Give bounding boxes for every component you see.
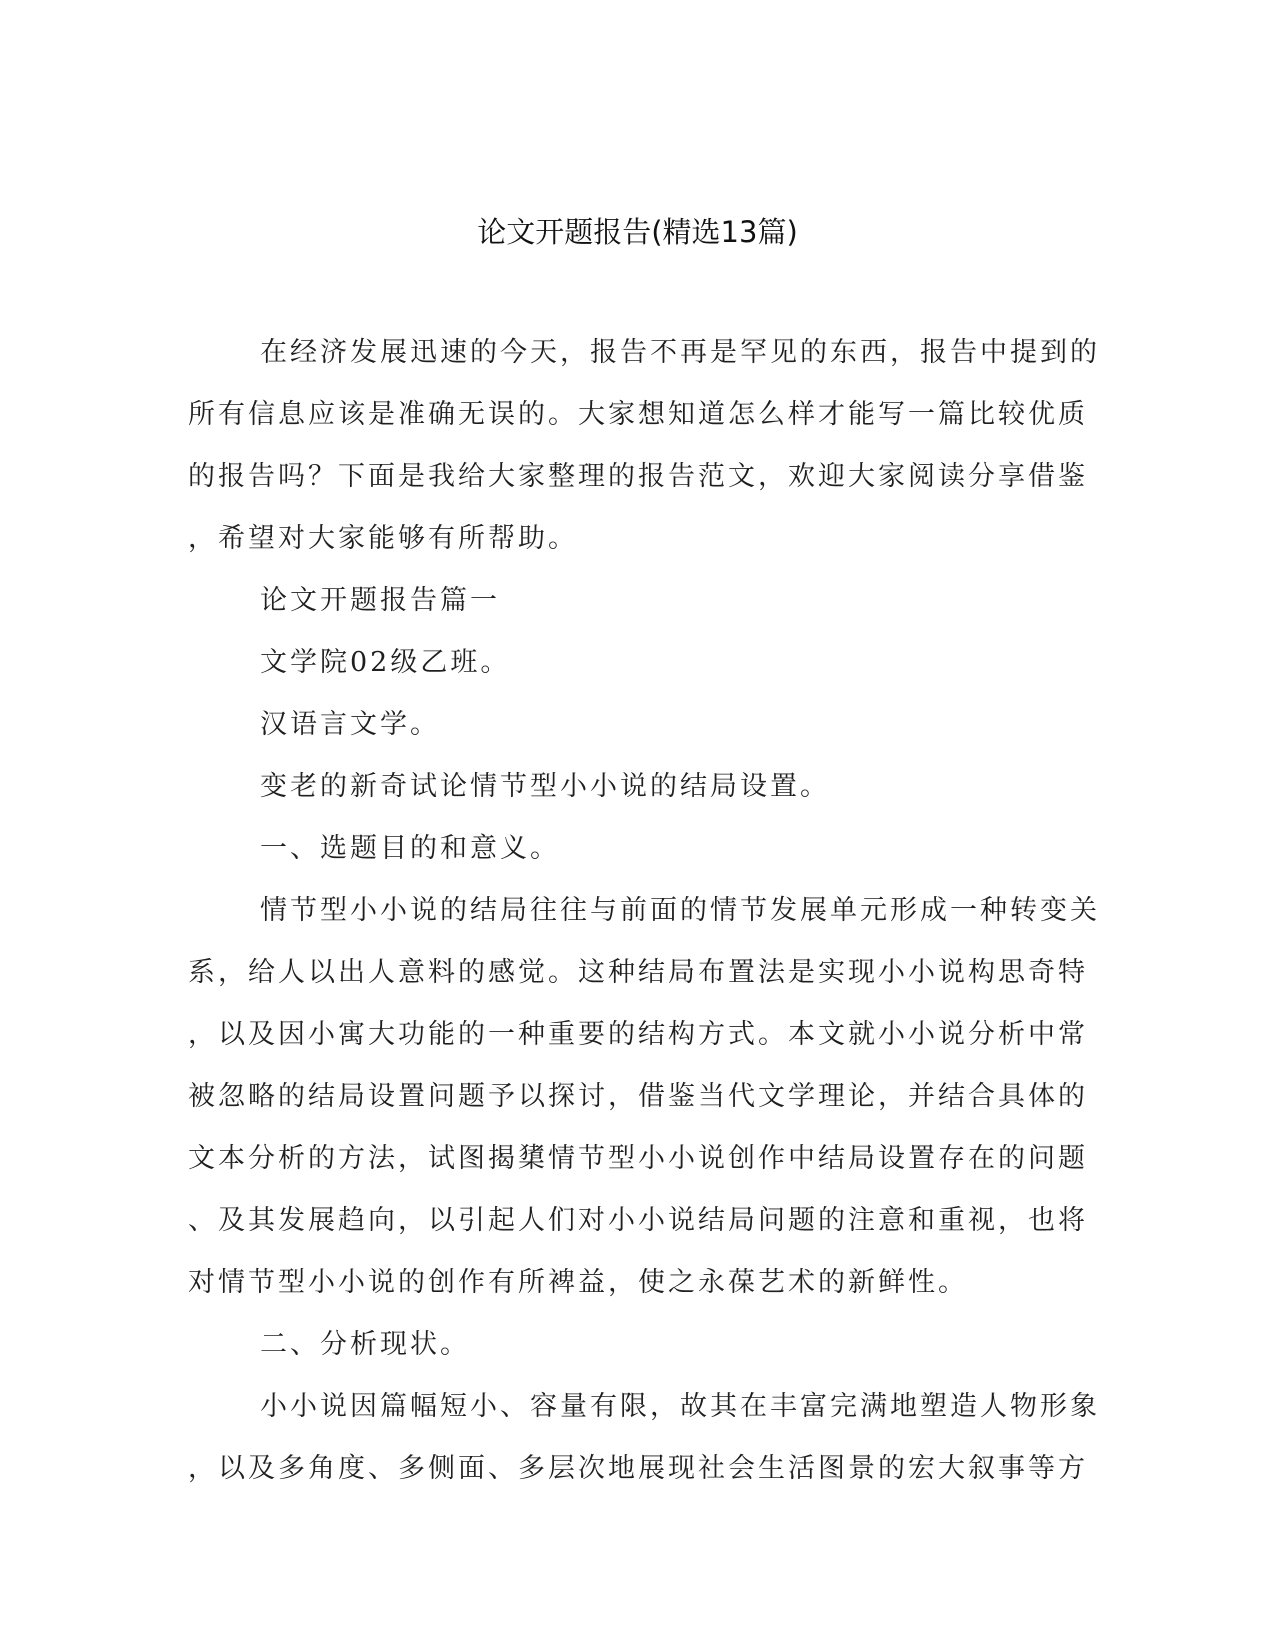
part2-paragraph [188,1376,1100,1500]
part1-paragraph [188,880,1100,1314]
document-body [188,322,1100,1500]
document-title: 论文开题报告(精选13篇) [477,215,798,249]
major: 汉语言文学。 [260,709,440,740]
intro-line: 所有信息应该是准确无误的。大家想知道怎么样才能写一篇比较优质 [188,399,1088,430]
section-heading: 论文开题报告篇一 [260,585,500,616]
thesis-title: 变老的新奇试论情节型小小说的结局设置。 [260,771,830,802]
part1-line: ，以及因小寓大功能的一种重要的结构方式。本文就小小说分析中常 [188,1019,1088,1050]
part2-line: 小小说因篇幅短小、容量有限，故其在丰富完满地塑造人物形象 [260,1391,1100,1422]
part1-line: 文本分析的方法，试图揭橥情节型小小说创作中结局设置存在的问题 [188,1143,1088,1174]
part2-heading: 二、分析现状。 [260,1329,470,1360]
intro-line: ，希望对大家能够有所帮助。 [188,523,578,554]
part1-line: 被忽略的结局设置问题予以探讨，借鉴当代文学理论，并结合具体的 [188,1081,1088,1112]
intro-line: 在经济发展迅速的今天，报告不再是罕见的东西，报告中提到的 [260,337,1100,368]
part2-line: ，以及多角度、多侧面、多层次地展现社会生活图景的宏大叙事等方 [188,1453,1088,1484]
part1-line: 系，给人以出人意料的感觉。这种结局布置法是实现小小说构思奇特 [188,957,1088,988]
part1-heading: 一、选题目的和意义。 [260,833,560,864]
intro-paragraph [188,322,1100,570]
class-info: 文学院02级乙班。 [260,647,511,678]
part1-line: 对情节型小小说的创作有所裨益，使之永葆艺术的新鲜性。 [188,1267,968,1298]
intro-line: 的报告吗？下面是我给大家整理的报告范文，欢迎大家阅读分享借鉴 [188,461,1088,492]
part1-line: 情节型小小说的结局往往与前面的情节发展单元形成一种转变关 [260,895,1100,926]
part1-line: 、及其发展趋向，以引起人们对小小说结局问题的注意和重视，也将 [188,1205,1088,1236]
